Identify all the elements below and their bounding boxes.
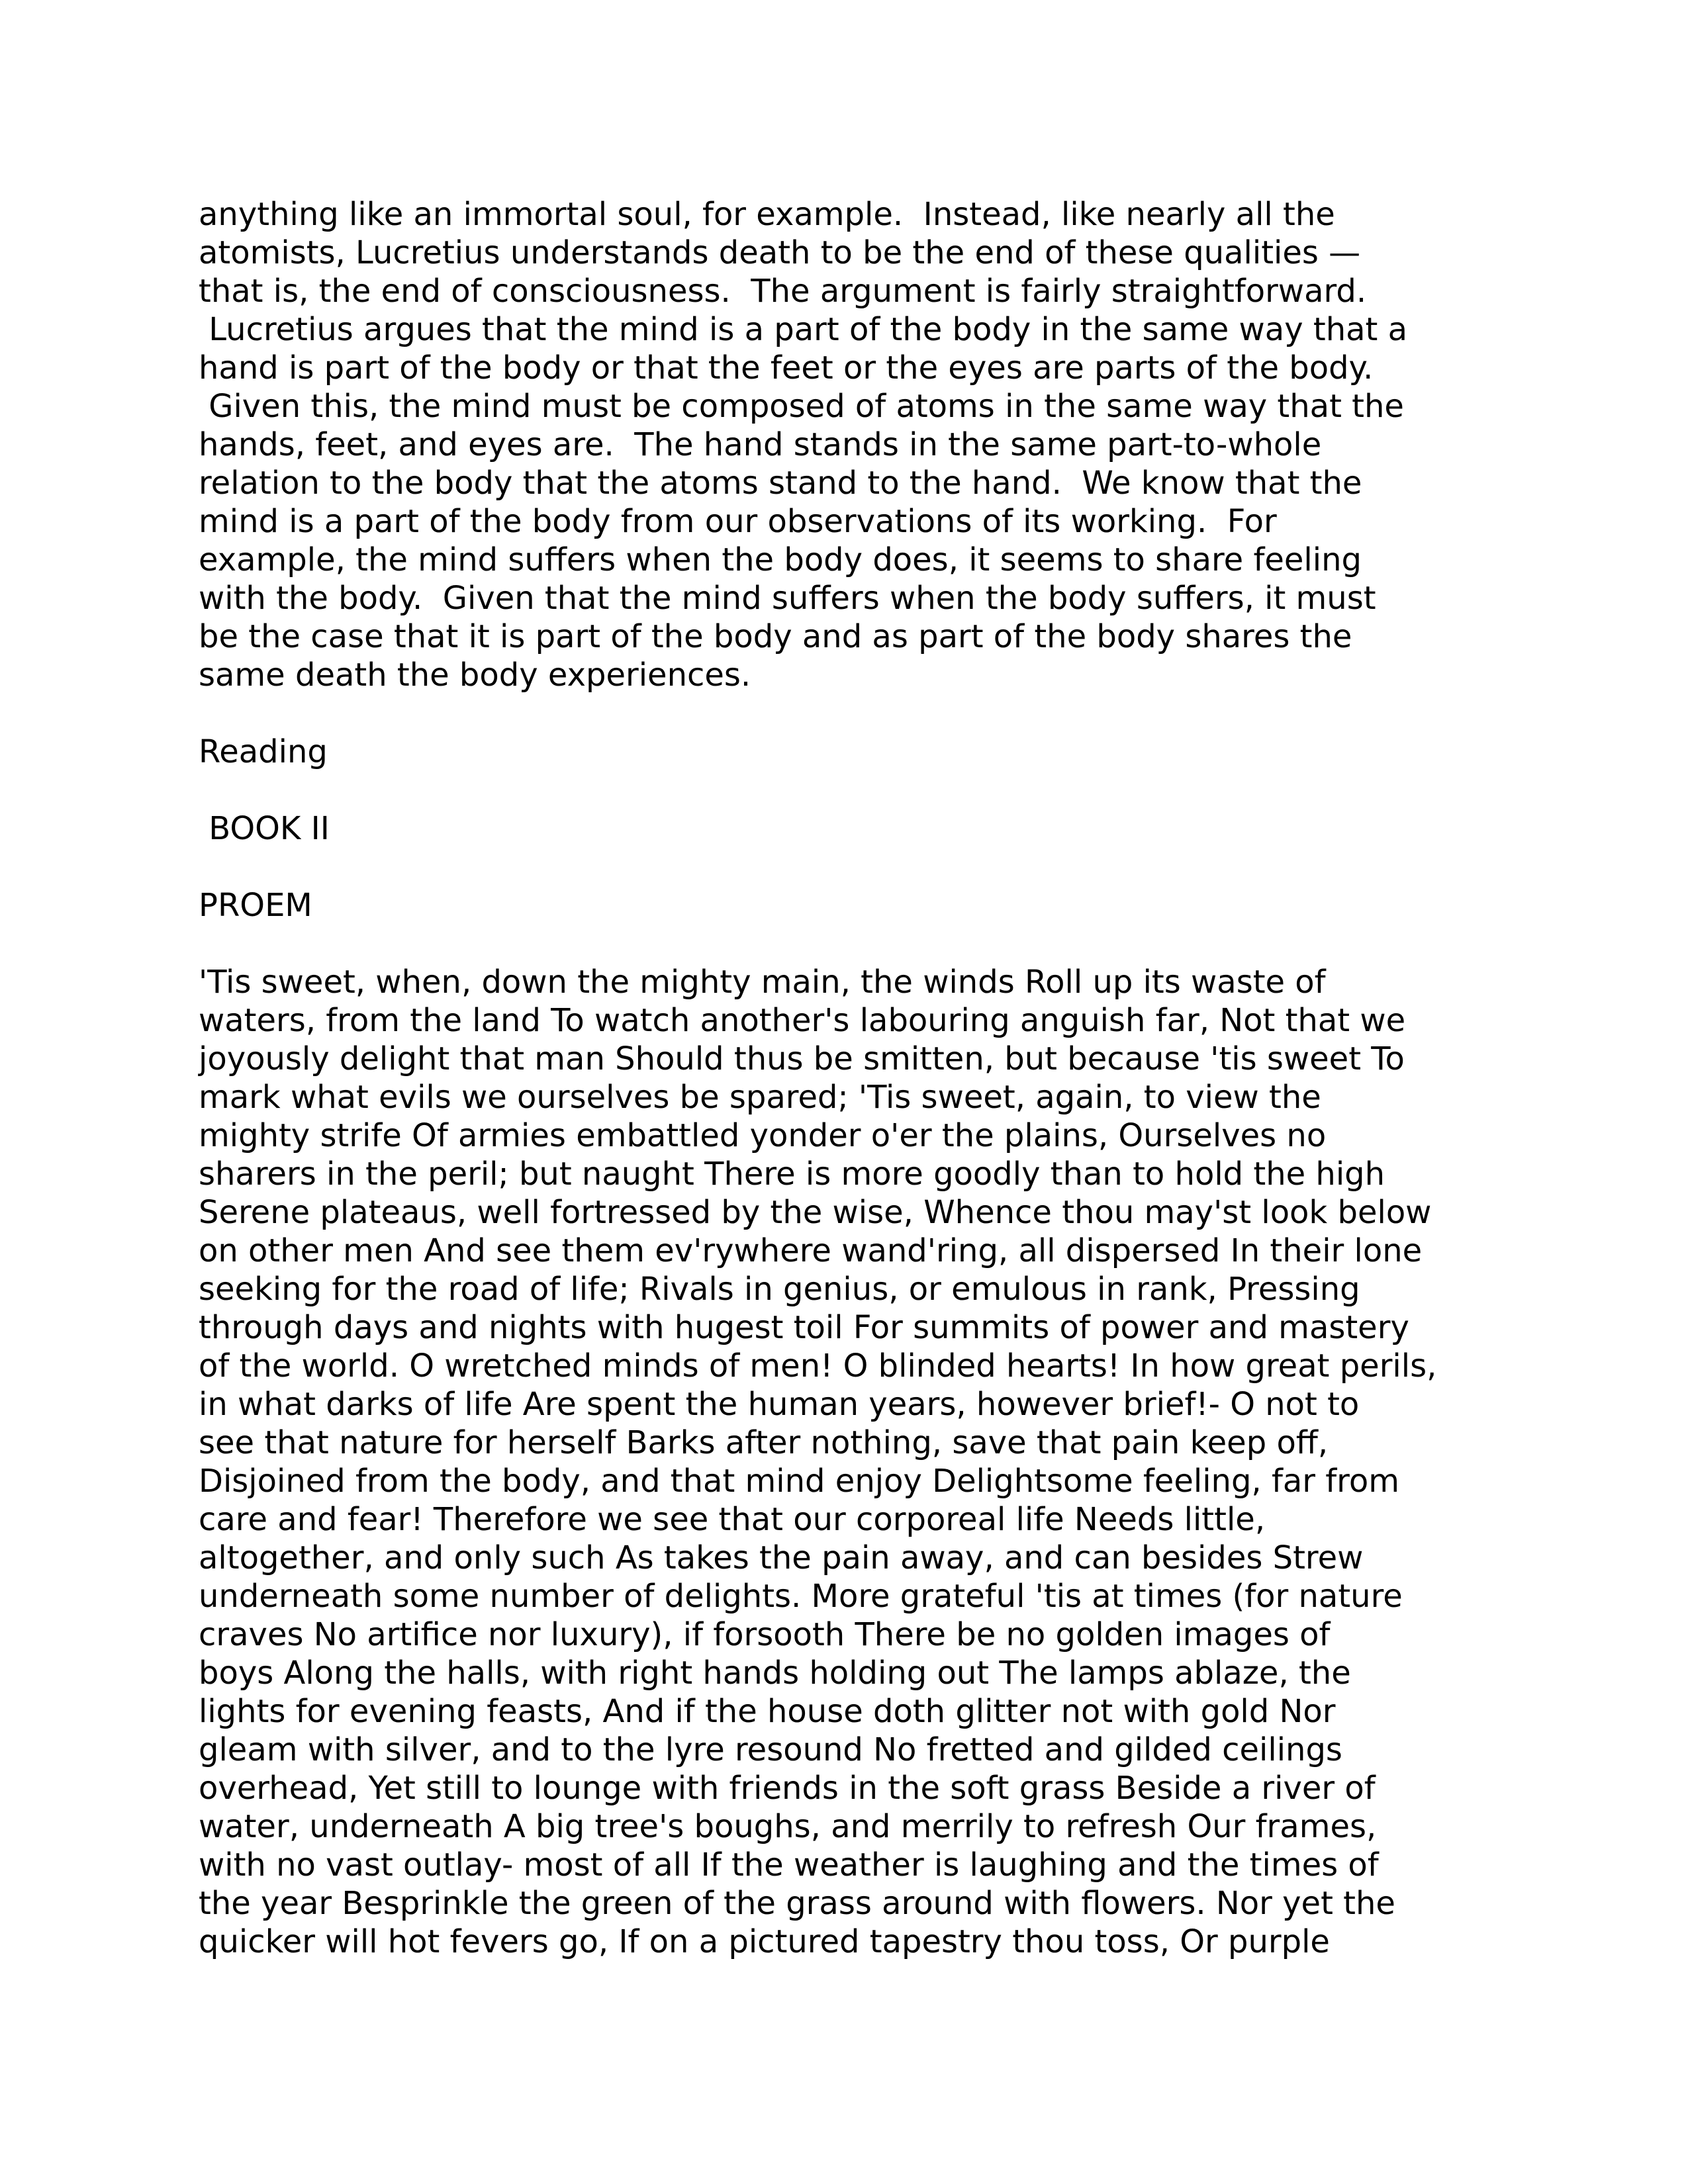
poem-line: with no vast outlay- most of all If the weather is laughing and the times of: [199, 1846, 1379, 1884]
poem-line: water, underneath A big tree's boughs, and merrily to refresh Our frames,: [199, 1808, 1377, 1845]
poem-line: mark what evils we ourselves be spared; 'Tis sweet, again, to view the: [199, 1079, 1321, 1116]
poem-line: of the world. O wretched minds of men! O blinded hearts! In how great perils,: [199, 1347, 1437, 1385]
book-heading: BOOK II: [199, 810, 330, 847]
poem-line: see that nature for herself Barks after nothing, save that pain keep off,: [199, 1424, 1329, 1461]
poem-line: boys Along the halls, with right hands holding out The lamps ablaze, the: [199, 1655, 1351, 1692]
paragraph-line: same death the body experiences.: [199, 657, 751, 694]
poem-line: care and fear! Therefore we see that our corporeal life Needs little,: [199, 1501, 1266, 1538]
paragraph-line: Lucretius argues that the mind is a part of the body in the same way that a: [199, 311, 1408, 348]
poem-line: mighty strife Of armies embattled yonder o'er the plains, Ourselves no: [199, 1117, 1327, 1154]
paragraph-line: hands, feet, and eyes are. The hand stands in the same part-to-whole: [199, 426, 1322, 463]
poem-line: the year Besprinkle the green of the grass around with flowers. Nor yet the: [199, 1885, 1395, 1922]
poem-line: craves No artifice nor luxury), if forsooth There be no golden images of: [199, 1616, 1331, 1653]
spacer: [199, 694, 1489, 733]
poem-line: joyously delight that man Should thus be smitten, but because 'tis sweet To: [199, 1040, 1405, 1077]
paragraph-line: that is, the end of consciousness. The argument is fairly straightforward.: [199, 273, 1367, 310]
poem-line: overhead, Yet still to lounge with friends in the soft grass Beside a river of: [199, 1770, 1376, 1807]
poem-line: quicker will hot fevers go, If on a pictured tapestry thou toss, Or purple: [199, 1923, 1330, 1960]
page-body: [199, 195, 1489, 1961]
spacer: [199, 848, 1489, 886]
poem-line: waters, from the land To watch another's labouring anguish far, Not that we: [199, 1002, 1406, 1039]
poem-line: on other men And see them ev'rywhere wand'ring, all dispersed In their lone: [199, 1232, 1423, 1269]
spacer: [199, 771, 1489, 809]
paragraph-line: be the case that it is part of the body and as part of the body shares the: [199, 618, 1352, 655]
paragraph-line: mind is a part of the body from our observations of its working. For: [199, 503, 1277, 540]
poem-line: 'Tis sweet, when, down the mighty main, the winds Roll up its waste of: [199, 964, 1326, 1001]
paragraph-line: hand is part of the body or that the feet or the eyes are parts of the body.: [199, 349, 1374, 387]
poem-line: Disjoined from the body, and that mind enjoy Delightsome feeling, far from: [199, 1463, 1399, 1500]
paragraph-line: anything like an immortal soul, for example. Instead, like nearly all the: [199, 196, 1335, 233]
paragraph-line: Given this, the mind must be composed of atoms in the same way that the: [199, 388, 1404, 425]
paragraph-line: with the body. Given that the mind suffers when the body suffers, it must: [199, 580, 1376, 617]
poem-line: seeking for the road of life; Rivals in genius, or emulous in rank, Pressing: [199, 1271, 1360, 1308]
poem-line: Serene plateaus, well fortressed by the wise, Whence thou may'st look below: [199, 1194, 1432, 1231]
poem-line: in what darks of life Are spent the human years, however brief!- O not to: [199, 1386, 1360, 1423]
poem-paragraph: [199, 963, 1489, 1961]
proem-heading: PROEM: [199, 887, 312, 924]
paragraph-line: atomists, Lucretius understands death to be the end of these qualities —: [199, 234, 1361, 271]
paragraph-line: relation to the body that the atoms stand to the hand. We know that the: [199, 465, 1362, 502]
poem-line: through days and nights with hugest toil For summits of power and mastery: [199, 1309, 1409, 1346]
poem-line: altogether, and only such As takes the pain away, and can besides Strew: [199, 1539, 1364, 1576]
poem-line: sharers in the peril; but naught There is more goodly than to hold the high: [199, 1156, 1385, 1193]
poem-line: gleam with silver, and to the lyre resound No fretted and gilded ceilings: [199, 1731, 1342, 1768]
paragraph-line: example, the mind suffers when the body does, it seems to share feeling: [199, 541, 1362, 578]
poem-line: lights for evening feasts, And if the house doth glitter not with gold Nor: [199, 1693, 1336, 1730]
poem-line: underneath some number of delights. More grateful 'tis at times (for nature: [199, 1578, 1403, 1615]
intro-paragraph: [199, 195, 1489, 694]
reading-heading: Reading: [199, 733, 328, 770]
spacer: [199, 925, 1489, 963]
